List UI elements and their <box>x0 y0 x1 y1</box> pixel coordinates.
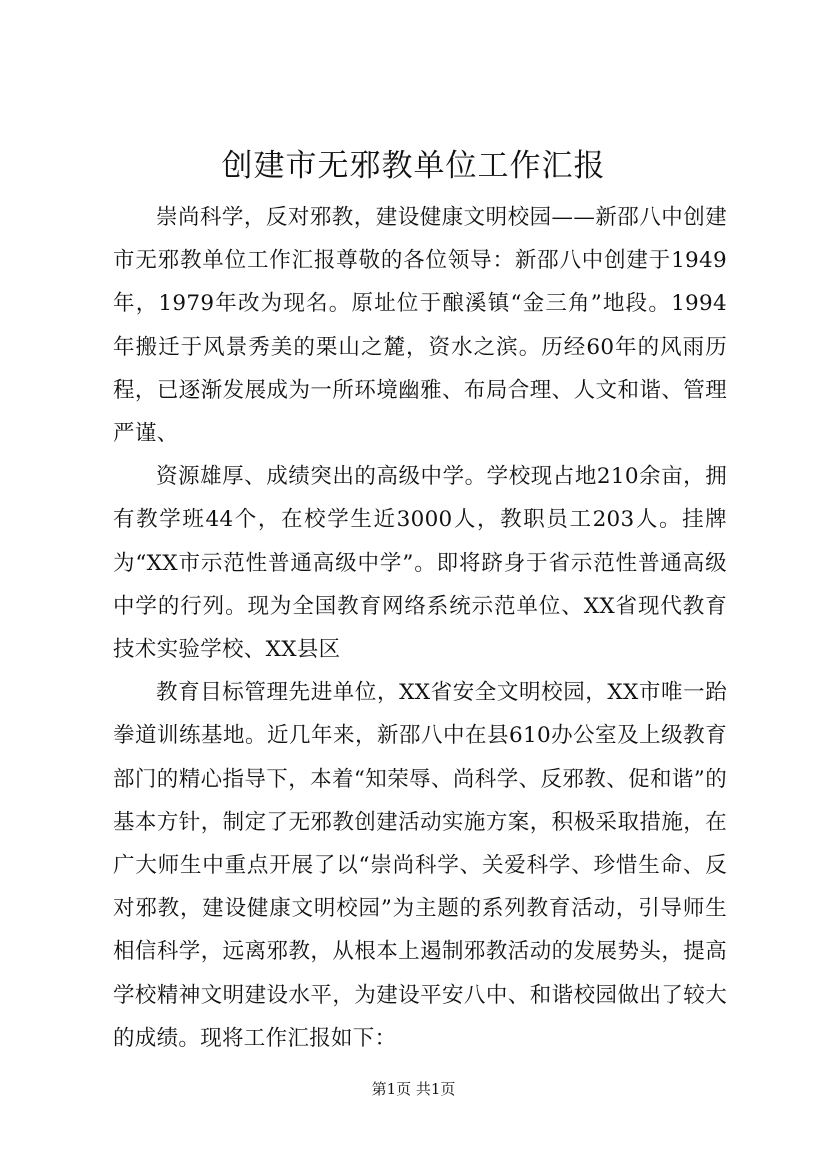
paragraph-2: 资源雄厚、成绩突出的高级中学。学校现占地210余亩，拥有教学班44个，在校学生近3000人，教职员工203人。挂牌为“XX市示范性普通高级中学”。即将跻身于省示范性普通高级中学的行列。现为全国教育网络系统示范单位、XX省现代教育技术实验学校、XX县区 <box>113 464 727 663</box>
document-body <box>113 196 727 1060</box>
paragraph-1: 崇尚科学，反对邪教，建设健康文明校园——新邵八中创建市无邪教单位工作汇报尊敬的各位领导：新邵八中创建于1949年，1979年改为现名。原址位于酿溪镇“金三角”地段。1994年搬迁于风景秀美的栗山之麓，资水之滨。历经60年的风雨历程，已逐渐发展成为一所环境幽雅、布局合理、人文和谐、管理严谨、 <box>113 205 727 447</box>
paragraph-3: 教育目标管理先进单位，XX省安全文明校园，XX市唯一跆拳道训练基地。近几年来，新邵八中在县610办公室及上级教育部门的精心指导下，本着“知荣辱、尚科学、反邪教、促和谐”的基本方针，制定了无邪教创建活动实施方案，积极采取措施，在广大师生中重点开展了以“崇尚科学、关爱科学、珍惜生命、反对邪教，建设健康文明校园”为主题的系列教育活动，引导师生相信科学，远离邪教，从根本上遏制邪教活动的发展势头，提高学校精神文明建设水平，为建设平安八中、和谐校园做出了较大的成绩。现将工作汇报如下： <box>113 680 727 1051</box>
page-footer: 第1页 共1页 <box>371 1080 456 1098</box>
document-title: 创建市无邪教单位工作汇报 <box>221 148 606 184</box>
